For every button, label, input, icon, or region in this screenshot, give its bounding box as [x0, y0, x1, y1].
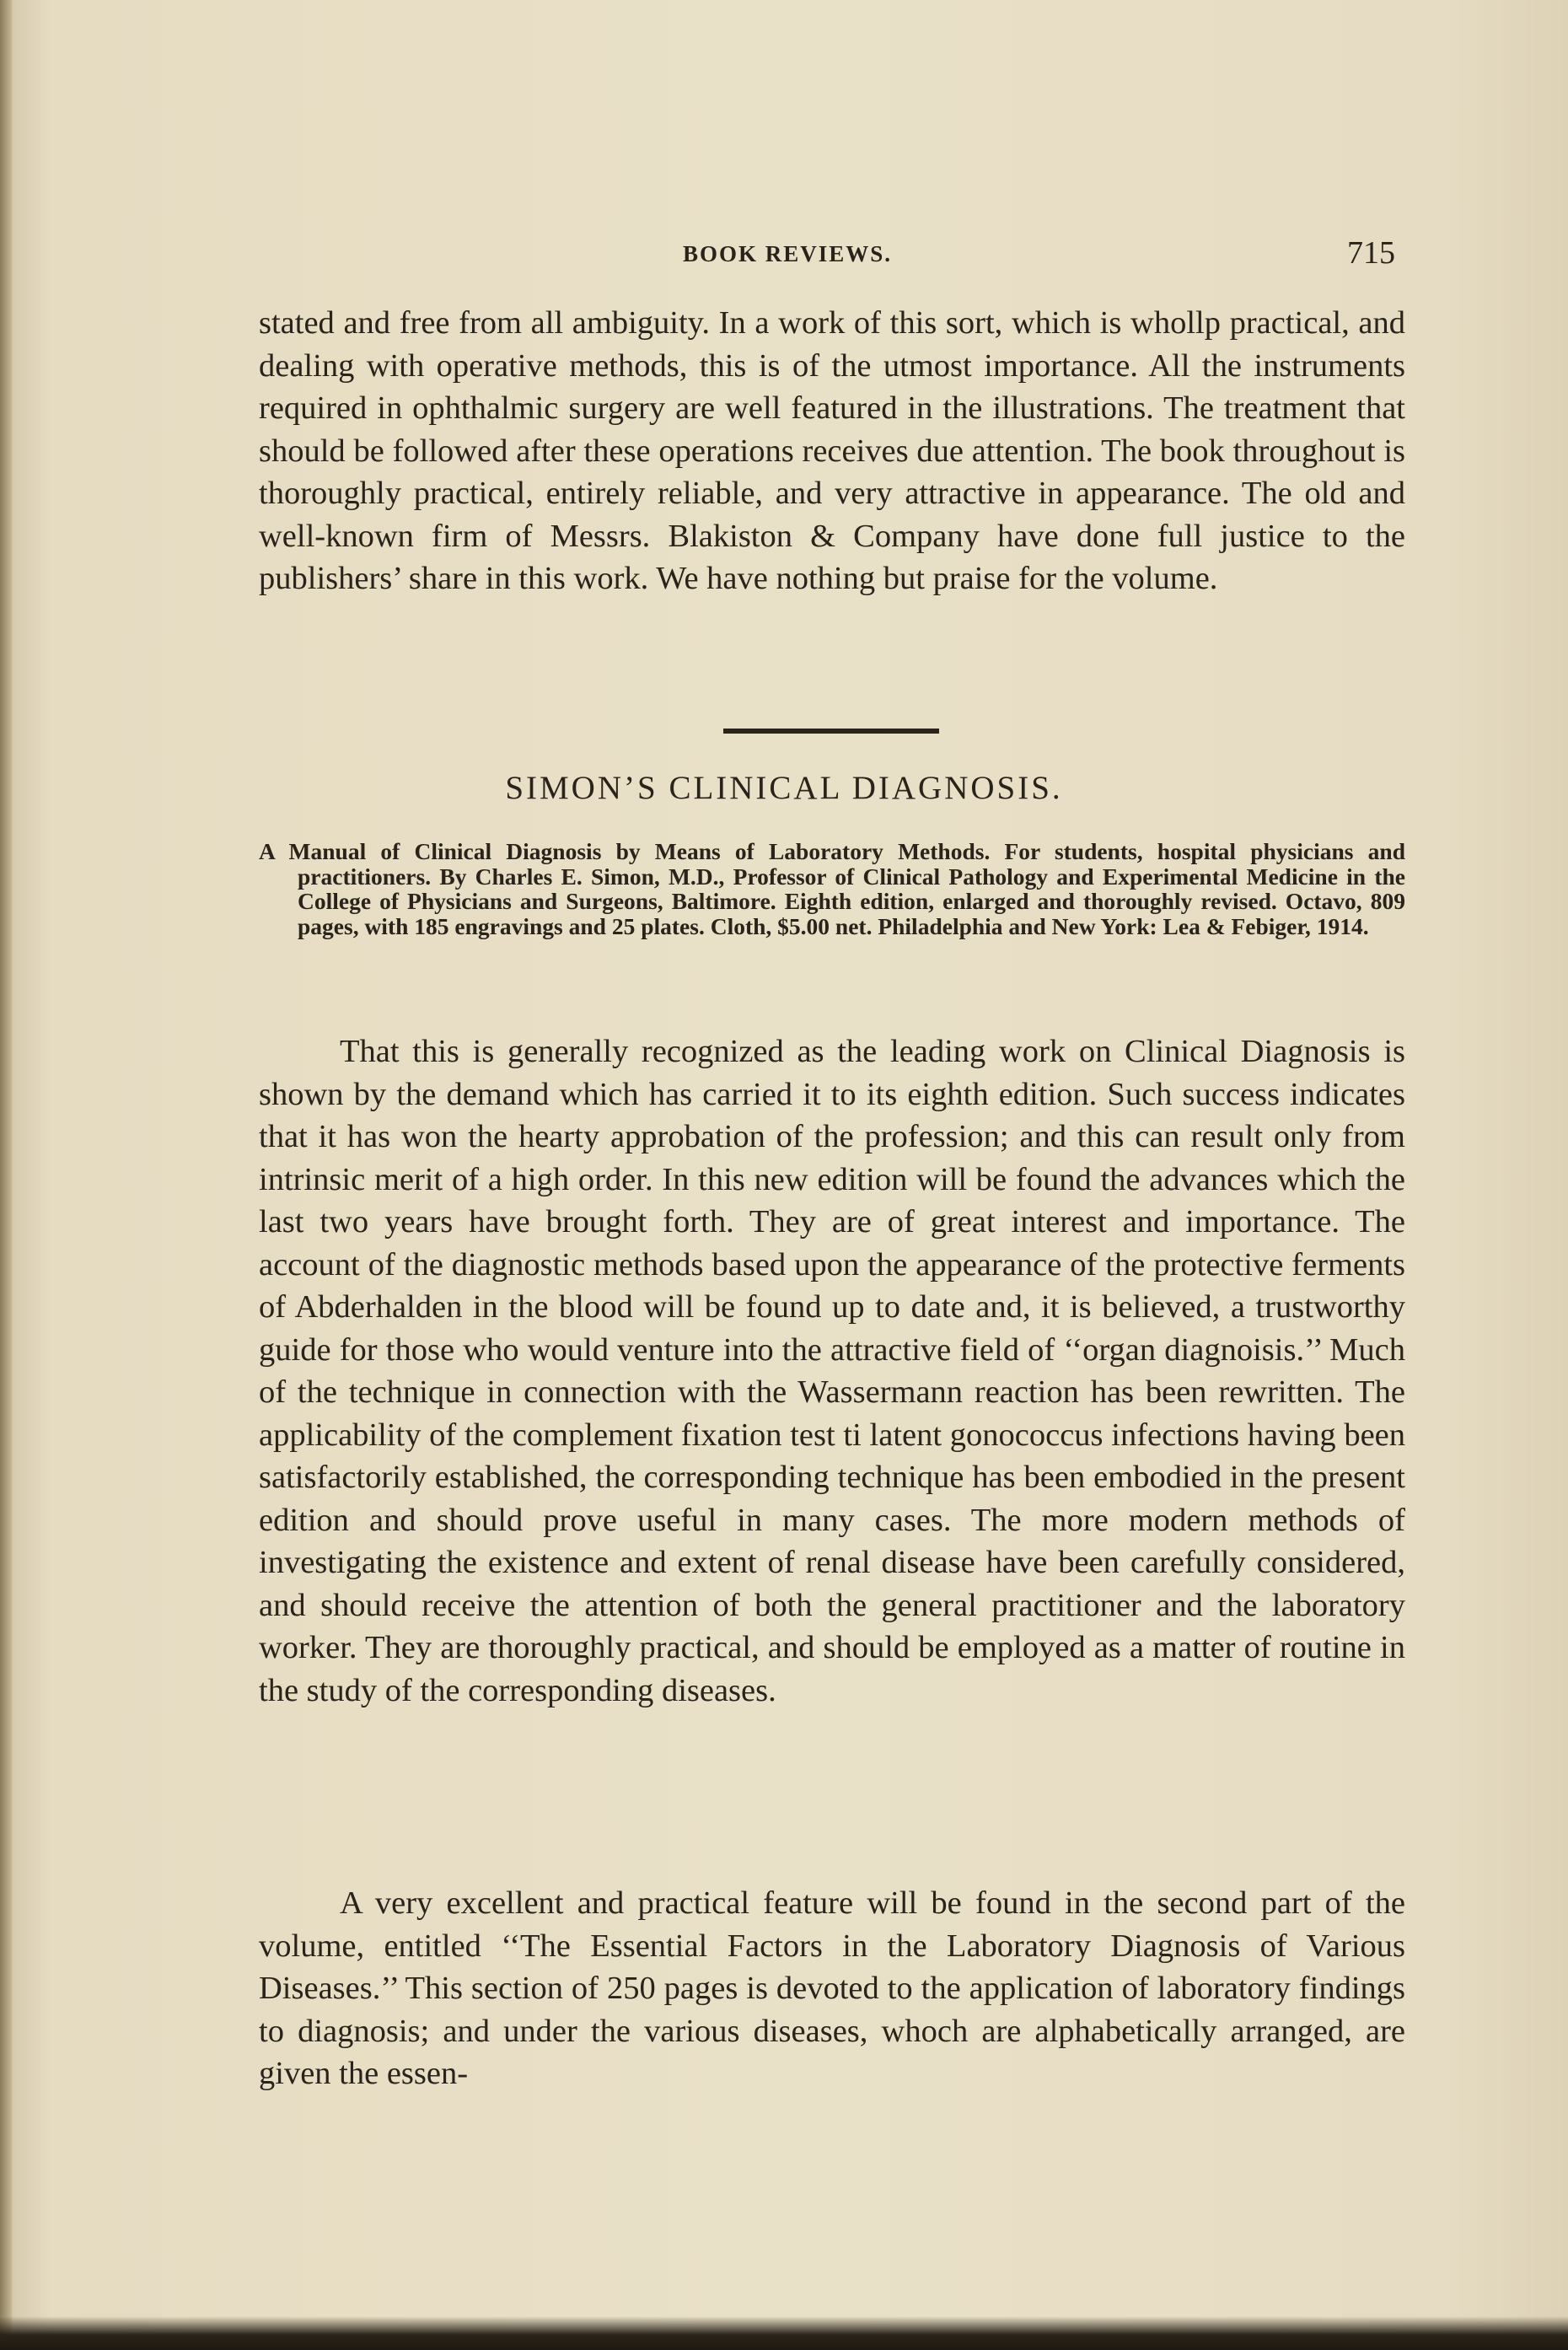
page-binding-edge [0, 0, 12, 2350]
running-head [0, 234, 1568, 277]
section-divider [723, 729, 939, 734]
review-title: SIMON’S CLINICAL DIAGNOSIS. [505, 770, 1063, 806]
page-number: 715 [1347, 235, 1395, 271]
page-bottom-shadow [0, 2316, 1568, 2350]
continued-review-paragraph: stated and free from all ambiguity. In a work of this sort, which is whollp practical, and dealing with operative methods, this is of the utmost importance. All the instruments required in ophthalmic surgery are well featured in the illustrations. The treatment that should be followed after these operations receives due attention. The book throughout is thoroughly practical, entirely reliable, and very attractive in appearance. The old and well-known firm of Messrs. Blakiston & Company have done full justice to the publishers’ share in this work. We have nothing but praise for the volume. [259, 305, 1405, 596]
book-citation: A Manual of Clinical Diagnosis by Means of Laboratory Methods. For students, hospital physicians and practitioners. By Charles E. Simon, M.D., Professor of Clinical Pathology and Experimental Medicine in the College of Physicians and Surgeons, Baltimore. Eighth edition, enlarged and thoroughly revised. Octavo, 809 pages, with 185 engravings and 25 plates. Cloth, $5.00 net. Philadelphia and New York: Lea & Febiger, 1914. [259, 838, 1405, 939]
review-paragraph: That this is generally recognized as the leading work on Clinical Diagnosis is shown by the demand which has carried it to its eighth edition. Such success indicates that it has won the hearty approbation of the profession; and this can result only from intrinsic merit of a high order. In this new edition will be found the advances which the last two years have brought forth. They are of great interest and importance. The account of the diagnostic methods based upon the appearance of the protective ferments of Abderhalden in the blood will be found up to date and, it is believed, a trustworthy guide for those who would venture into the attractive field of ‘‘organ diagnoisis.’’ Much of the technique in connection with the Wassermann reaction has been rewritten. The applicability of the complement fixation test ti latent gonococcus infections having been satisfactorily established, the corresponding technique has been embodied in the present edition and should prove useful in many cases. The more modern methods of investigating the existence and extent of renal disease have been carefully considered, and should receive the attention of both the general practitioner and the laboratory worker. They are thoroughly practical, and should be employed as a matter of routine in the study of the corresponding diseases. [259, 1034, 1405, 1708]
review-paragraph: A very excellent and practical feature will be found in the second part of the volume, entitled ‘‘The Essential Factors in the Laboratory Diagnosis of Various Diseases.’’ This section of 250 pages is devoted to the application of laboratory findings to diagnosis; and under the various diseases, whoch are alphabetically arranged, are given the essen- [259, 1885, 1405, 2091]
running-head-title: BOOK REVIEWS. [683, 241, 893, 266]
